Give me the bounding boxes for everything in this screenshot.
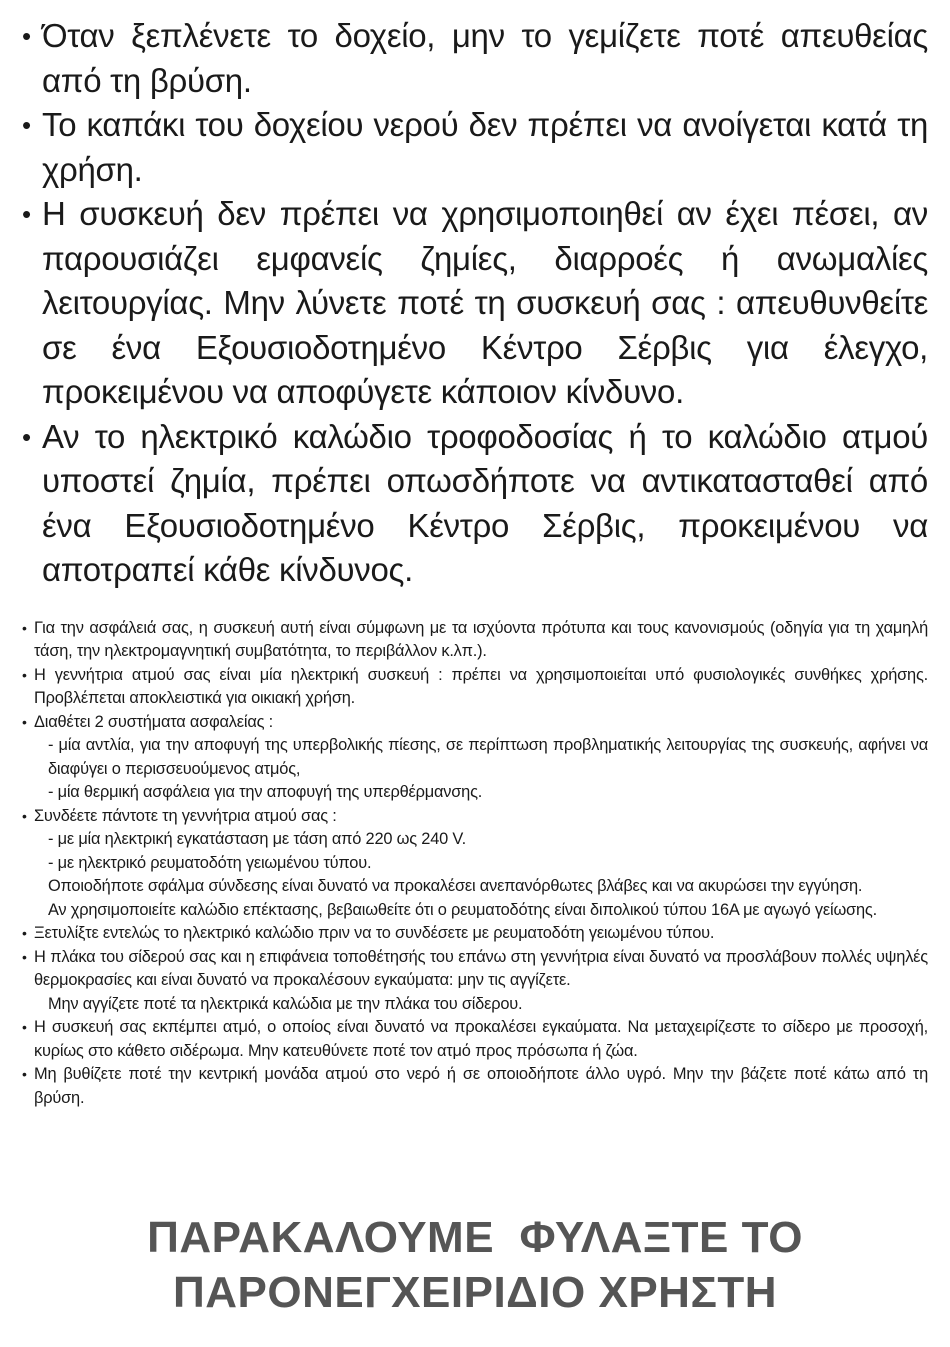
note-text: Συνδέετε πάντοτε τη γεννήτρια ατμού σας : bbox=[34, 806, 337, 825]
note-text: Μη βυθίζετε ποτέ την κεντρική μονάδα ατμού στο νερό ή σε οποιοδήποτε άλλο υγρό. Μην την βάζετε ποτέ κάτω από τη βρύση. bbox=[34, 1065, 928, 1107]
footer-title bbox=[0, 1210, 950, 1320]
sub-paragraph: Μην αγγίζετε ποτέ τα ηλεκτρικά καλώδια με την πλάκα του σίδερου. bbox=[48, 994, 523, 1013]
bullet: • bbox=[22, 619, 27, 636]
large-warnings-list bbox=[22, 14, 928, 593]
sub-paragraph: Οποιοδήποτε σφάλμα σύνδεσης είναι δυνατό να προκαλέσει ανεπανόρθωτες βλάβες και να ακυρώσει την εγγύηση. bbox=[48, 877, 863, 895]
note-text: Η συσκευή σας εκπέμπει ατμό, ο οποίος είναι δυνατό να προκαλέσει εγκαύματα. Να μεταχειρίζεστε το σίδερο με προσοχή, κυρίως στο κάθετο σιδέρωμα. Μην κατευθύνετε ποτέ τον ατμό προς πρόσωπα ή ζώα. bbox=[34, 1018, 928, 1060]
warning-text: Αν το ηλεκτρικό καλώδιο τροφοδοσίας ή το καλώδιο ατμού υποστεί ζημία, πρέπει οπωσδήποτε να αντικατασταθεί από ένα Εξουσιοδοτημένο Κέντρο Σέρβις, προκειμένου να αποτραπεί κάθε κίνδυνος. bbox=[42, 417, 928, 588]
warning-text: Όταν ξεπλένετε το δοχείο, μην το γεμίζετε ποτέ απευθείας από τη βρύση. bbox=[42, 17, 928, 99]
note-text: Διαθέτει 2 συστήματα ασφαλείας : bbox=[34, 712, 274, 731]
bullet: • bbox=[22, 713, 27, 730]
list-item bbox=[22, 1063, 928, 1110]
bullet: • bbox=[22, 421, 31, 452]
bullet: • bbox=[22, 21, 31, 51]
sub-item: - με ηλεκτρικό ρευματοδότη γειωμένου τύπου. bbox=[48, 853, 372, 872]
bullet: • bbox=[22, 1019, 27, 1035]
sub-item: - με μία ηλεκτρική εγκατάσταση με τάση από 220 ως 240 V. bbox=[48, 830, 466, 848]
bullet: • bbox=[22, 666, 27, 683]
list-item bbox=[22, 14, 928, 103]
bullet: • bbox=[22, 925, 27, 941]
note-text: Η πλάκα του σίδερού σας και η επιφάνεια τοποθέτησής του επάνω στη γεννήτρια είναι δυνατό να προσλάβουν πολλές υψηλές θερμοκρασίες και είναι δυνατό να προκαλέσουν εγκαύματα: μην τις αγγίζετε. bbox=[34, 947, 928, 989]
list-item bbox=[22, 946, 928, 1017]
note-text: Για την ασφάλειά σας, η συσκευή αυτή είναι σύμφωνη με τα ισχύοντα πρότυπα και τους κανονισμούς (οδηγία για τη χαμηλή τάση, την ηλεκτρομαγνητική συμβατότητα, το περιβάλλον κ.λπ.). bbox=[34, 618, 928, 660]
footer-line-1: ΠΑΡΑΚΑΛΟΥΜΕ ΦΥΛΑΞΤΕ ΤΟ bbox=[147, 1213, 803, 1262]
list-item bbox=[22, 617, 928, 664]
list-item bbox=[22, 664, 928, 711]
note-text: Ξετυλίξτε εντελώς το ηλεκτρικό καλώδιο πριν να το συνδέσετε με ρευματοδότη γειωμένου τύπου. bbox=[34, 924, 715, 942]
list-item bbox=[22, 1016, 928, 1063]
list-item bbox=[22, 415, 928, 593]
warning-text: Η συσκευή δεν πρέπει να χρησιμοποιηθεί αν έχει πέσει, αν παρουσιάζει εμφανείς ζημίες, διαρροές ή ανωμαλίες λειτουργίας. Μην λύνετε ποτέ τη συσκευή σας : απευθυνθείτε σε ένα Εξουσιοδοτημένο Κέντρο Σέρβις για έλεγχο, προκειμένου να αποφύγετε κάποιον κίνδυνο. bbox=[42, 195, 928, 410]
sub-item: - μία θερμική ασφάλεια για την αποφυγή της υπερθέρμανσης. bbox=[48, 783, 483, 801]
list-item bbox=[22, 805, 928, 923]
list-item bbox=[22, 922, 928, 946]
bullet: • bbox=[22, 1066, 27, 1082]
footer-line-2: ΠΑΡΟΝΕΓΧΕΙΡΙΔΙΟ ΧΡΗΣΤΗ bbox=[172, 1268, 777, 1317]
sub-item: - μία αντλία, για την αποφυγή της υπερβολικής πίεσης, σε περίπτωση προβληματικής λειτουργίας της συσκευής, αφήνει να διαφύγει ο περισσευούμενος ατμός, bbox=[48, 736, 928, 778]
list-item bbox=[22, 103, 928, 192]
warning-text: Το καπάκι του δοχείου νερού δεν πρέπει να ανοίγεται κατά τη χρήση. bbox=[42, 106, 928, 188]
safety-notes-list bbox=[22, 617, 928, 1111]
bullet: • bbox=[22, 948, 27, 965]
list-item bbox=[22, 192, 928, 415]
bullet: • bbox=[22, 199, 31, 229]
sub-paragraph: Αν χρησιμοποιείτε καλώδιο επέκτασης, βεβαιωθείτε ότι ο ρευματοδότης είναι διπολικού τύπου 16A με αγωγό γείωσης. bbox=[48, 900, 877, 919]
note-text: Η γεννήτρια ατμού σας είναι μία ηλεκτρική συσκευή : πρέπει να χρησιμοποιείται υπό φυσιολογικές συνθήκες χρήσης. Προβλέπεται αποκλειστικά για οικιακή χρήση. bbox=[34, 665, 928, 707]
bullet: • bbox=[22, 807, 27, 824]
manual-page bbox=[22, 14, 928, 1110]
bullet: • bbox=[22, 110, 31, 140]
list-item bbox=[22, 711, 928, 805]
